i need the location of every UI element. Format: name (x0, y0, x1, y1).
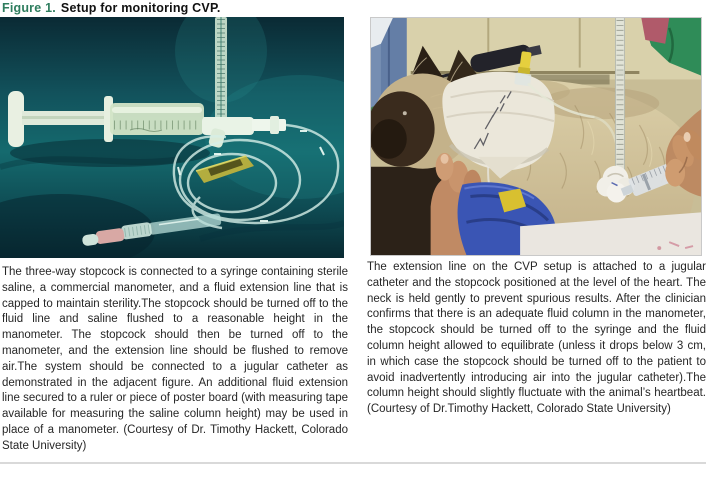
figure-caption-title: Setup for monitoring CVP. (60, 1, 221, 15)
right-photo-caption: The extension line on the CVP setup is attached to a jugular catheter and the stopcock positioned at the level of the heart. The neck is held gently to prevent spurious results. After the clinician confirms that there is an adequate fluid column in the manometer, the stopcock should be turned off to the syringe and the fluid column height allowed to equilibrate (unless it drops below 3 cm, in which case the stopcock should be turned off to the patient to avoid inadvertently introducing air into the jugular catheter).The column height should slightly fluctuate with the animal’s heartbeat. (Courtesy of Dr.Timothy Hackett, Colorado State University) (367, 261, 706, 416)
cat-measurement-illustration (371, 18, 701, 255)
figure-title (2, 1, 221, 15)
cvp-equipment-illustration (0, 17, 344, 258)
cvp-equipment-photo (0, 17, 344, 258)
figure-label: Figure 1. (2, 1, 56, 15)
cat-eye (403, 111, 407, 115)
manometer-column (616, 18, 625, 173)
cat-measurement-photo (370, 17, 702, 256)
bottom-divider (0, 462, 706, 464)
left-photo-caption: The three-way stopcock is connected to a syringe containing sterile saline, a commercial manometer, and a fluid extension line that is capped to maintain sterility.The stopcock should be turned off to the fluid line and saline flushed to a reasonable height in the manometer. The stopcock should then be turned off to the manometer, and the extension line should be flushed to remove air.The system should be connected to a jugular catheter as demonstrated in the adjacent figure. An additional fluid extension line secured to a ruler or piece of poster board (with measuring tape available for measuring the saline column height) may be used in place of a manometer. (Courtesy of Dr. Timothy Hackett, Colorado State University) (2, 266, 348, 452)
